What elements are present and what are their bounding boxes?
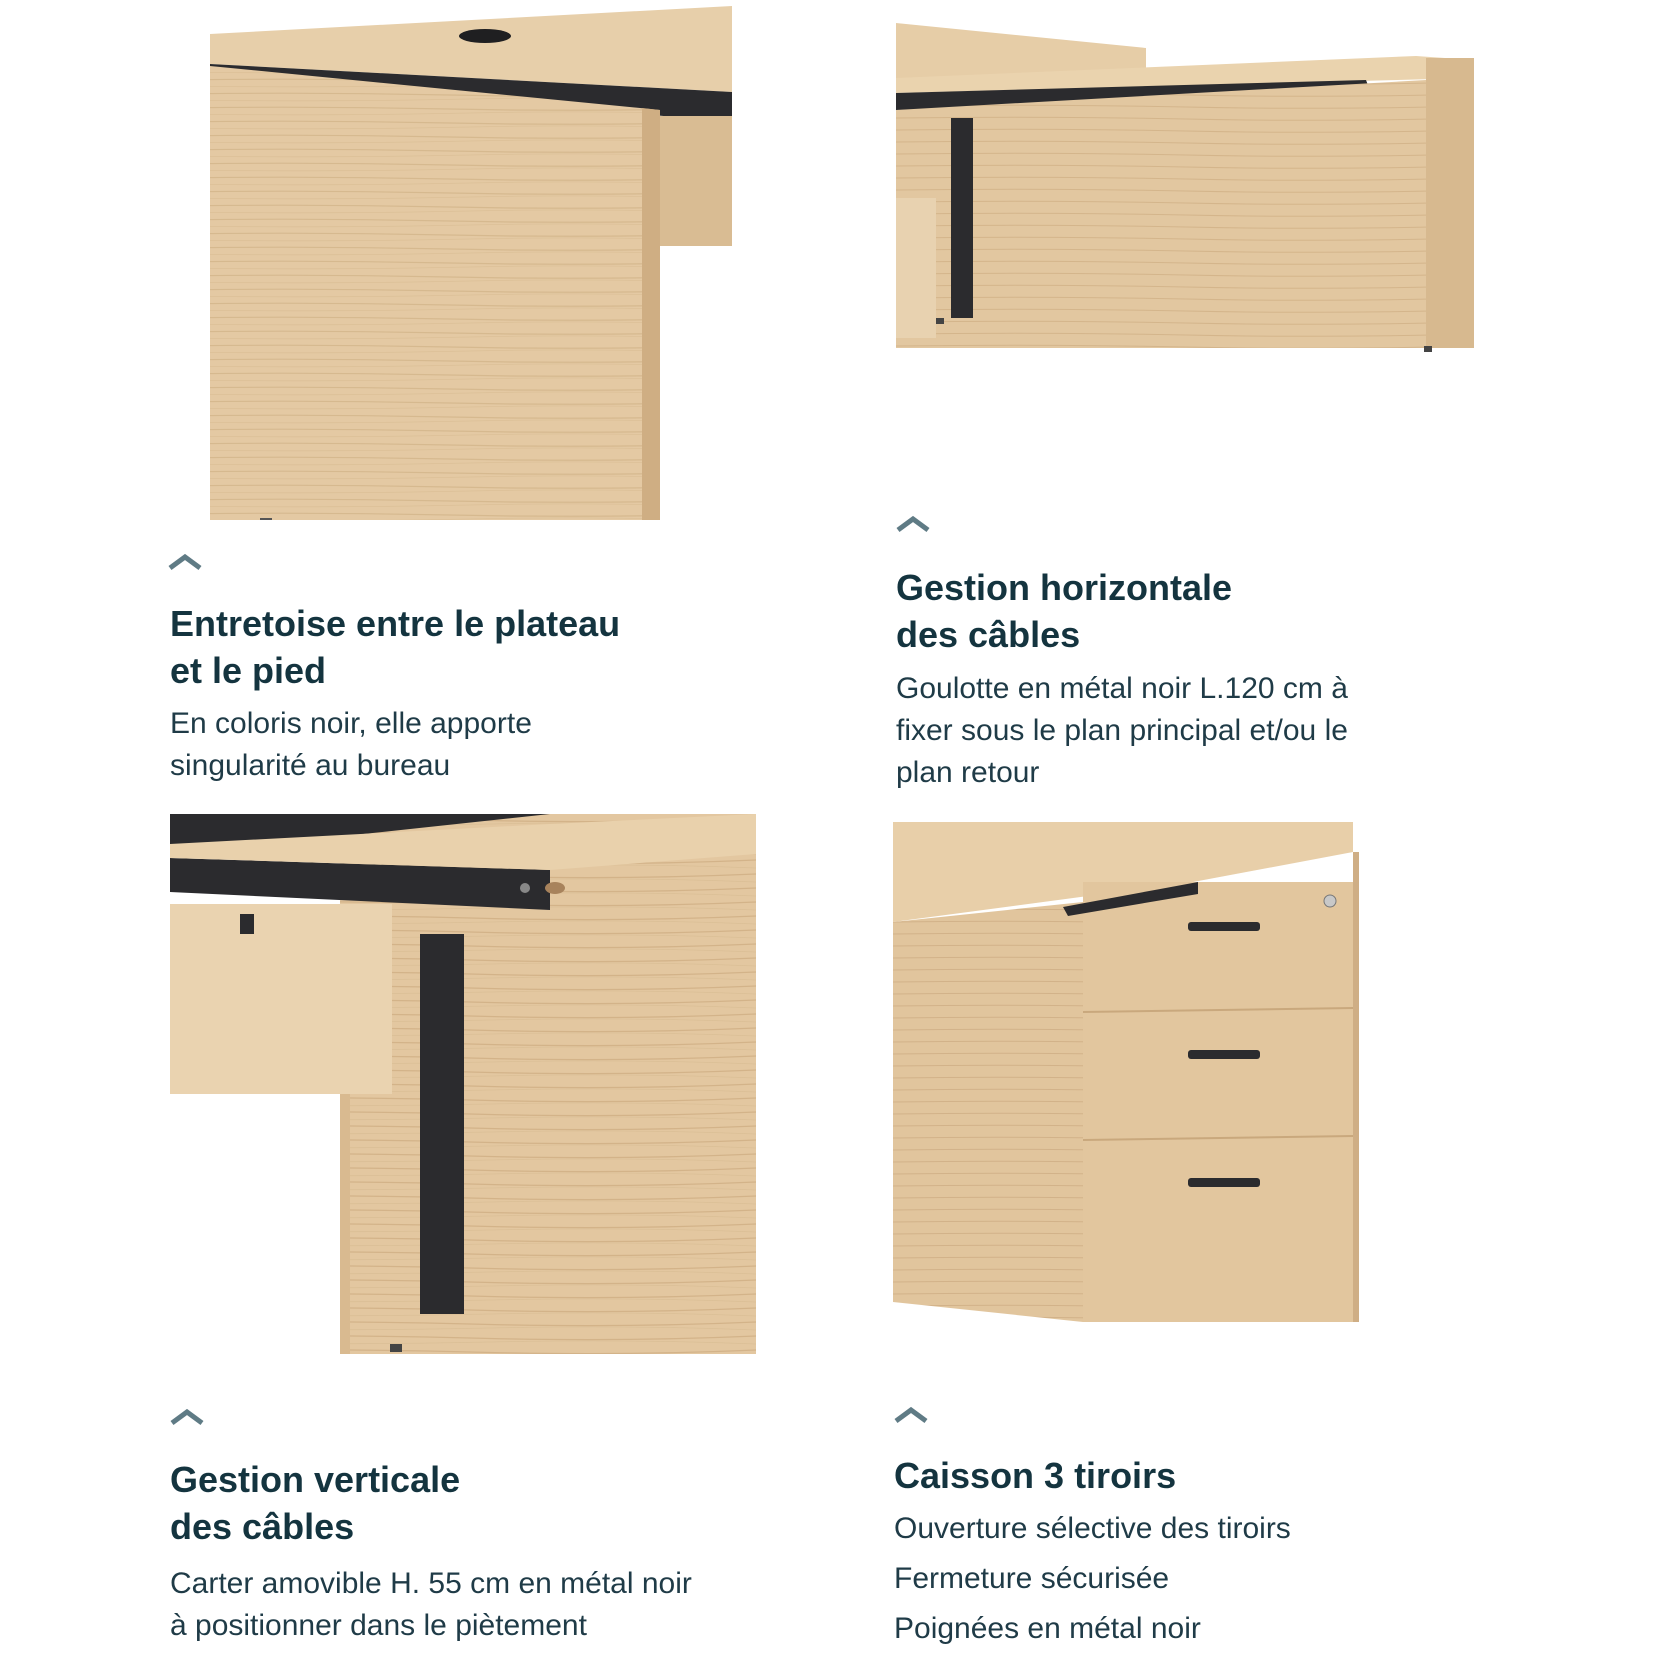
list-item: Poignées en métal noir <box>894 1612 1201 1645</box>
feature-pedestal-list <box>894 1508 1291 1658</box>
desc-line: plan retour <box>896 756 1040 789</box>
title-line: Gestion verticale <box>170 1459 461 1500</box>
photo-pedestal <box>893 822 1435 1374</box>
pedestal-illustration <box>893 822 1435 1374</box>
photo-vertical-cable <box>170 814 756 1374</box>
desc-line: Carter amovible H. 55 cm en métal noir <box>170 1567 692 1600</box>
vertical-cable-illustration <box>170 814 756 1374</box>
photo-horizontal-cable <box>896 18 1474 358</box>
desc-line: En coloris noir, elle apporte <box>170 707 532 740</box>
desc-line: fixer sous le plan principal et/ou le <box>896 714 1348 747</box>
title-line: Caisson 3 tiroirs <box>894 1455 1177 1496</box>
spacer-desk-illustration <box>170 6 732 520</box>
list-item: Ouverture sélective des tiroirs <box>894 1512 1291 1545</box>
feature-horizontal-desc <box>896 668 1348 794</box>
horizontal-cable-illustration <box>896 18 1474 358</box>
feature-horizontal-title <box>896 564 1232 658</box>
feature-vertical-title <box>170 1456 460 1550</box>
title-line: Gestion horizontale <box>896 567 1233 608</box>
chevron-up-icon <box>894 1405 928 1425</box>
title-line: et le pied <box>170 650 327 691</box>
feature-vertical-desc <box>170 1563 692 1647</box>
chevron-up-icon <box>168 552 202 572</box>
feature-spacer-desc <box>170 703 532 787</box>
desc-line: à positionner dans le piètement <box>170 1609 587 1642</box>
title-line: des câbles <box>896 614 1081 655</box>
desc-line: Goulotte en métal noir L.120 cm à <box>896 672 1348 705</box>
feature-pedestal-title <box>894 1452 1176 1499</box>
chevron-up-icon <box>170 1407 204 1427</box>
desc-line: singularité au bureau <box>170 749 451 782</box>
chevron-up-icon <box>896 514 930 534</box>
title-line: Entretoise entre le plateau <box>170 603 621 644</box>
title-line: des câbles <box>170 1506 355 1547</box>
feature-spacer-title <box>170 600 620 694</box>
photo-spacer <box>170 6 732 520</box>
list-item: Fermeture sécurisée <box>894 1562 1170 1595</box>
